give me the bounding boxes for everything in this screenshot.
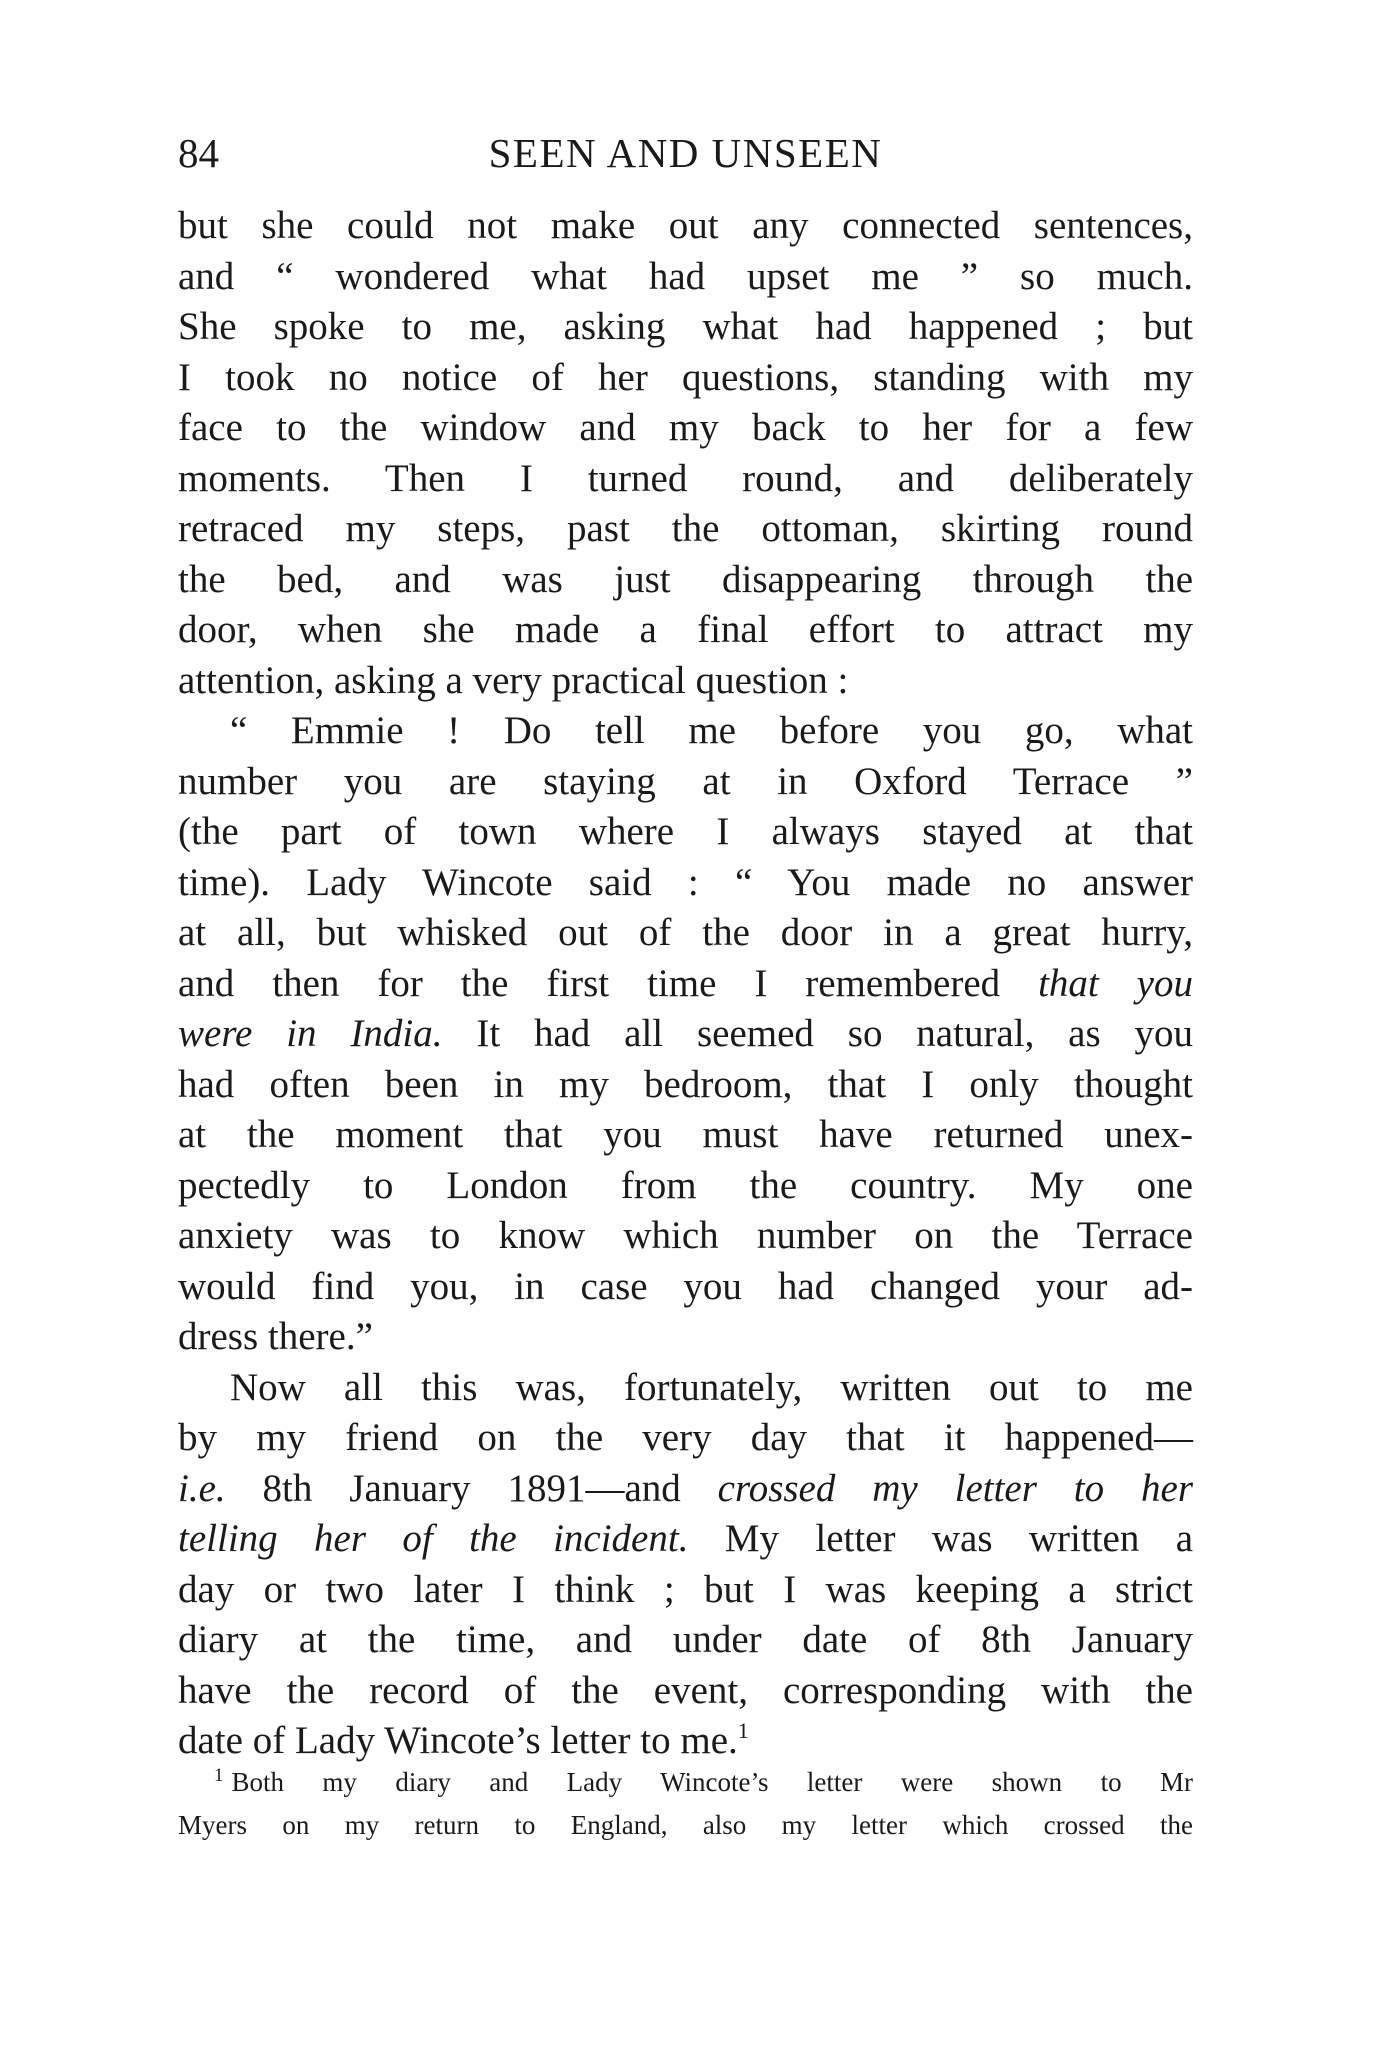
text-line: moments. Then I turned round, and deliberately bbox=[178, 456, 1193, 500]
text-segment: My letter was written a bbox=[724, 1517, 1194, 1560]
italic-phrase: that you bbox=[1038, 961, 1193, 1005]
text-segment: date of Lady Wincote’s letter to me. bbox=[178, 1719, 738, 1762]
text-line bbox=[178, 1514, 1193, 1565]
page-header bbox=[178, 128, 1193, 178]
text-line: by my friend on the very day that it happened— bbox=[178, 1416, 1193, 1459]
text-line: but she could not make out any connected sentences, bbox=[178, 204, 1193, 247]
text-segment: It had all seemed so natural, as you bbox=[476, 1012, 1194, 1055]
running-title: SEEN AND UNSEEN bbox=[488, 130, 883, 176]
text-line bbox=[178, 1716, 1193, 1767]
text-segment: and then for the first time I remembered bbox=[178, 961, 1001, 1005]
italic-phrase: crossed my letter to her bbox=[717, 1466, 1194, 1510]
text-line: attention, asking a very practical question : bbox=[178, 658, 849, 702]
text-line bbox=[178, 1464, 1193, 1515]
footnote-reference: 1 bbox=[737, 1718, 749, 1743]
text-line: anxiety was to know which number on the Terrace bbox=[178, 1214, 1193, 1257]
text-line: had often been in my bedroom, that I only thought bbox=[178, 1062, 1193, 1106]
text-line: pectedly to London from the country. My one bbox=[178, 1163, 1193, 1207]
text-line: the bed, and was just disappearing through the bbox=[178, 557, 1193, 601]
text-line: and “ wondered what had upset me ” so much. bbox=[178, 254, 1193, 298]
text-line bbox=[178, 1009, 1193, 1060]
text-line: door, when she made a final effort to attract my bbox=[178, 608, 1193, 651]
text-line bbox=[178, 959, 1193, 1010]
body-text bbox=[178, 201, 1193, 1767]
text-line: diary at the time, and under date of 8th January bbox=[178, 1618, 1193, 1661]
text-line: I took no notice of her questions, standing with my bbox=[178, 355, 1193, 399]
italic-phrase: i.e. bbox=[178, 1466, 226, 1510]
text-line: time). Lady Wincote said : “ You made no answer bbox=[178, 860, 1193, 904]
text-segment: 8th January 1891—and bbox=[262, 1466, 681, 1510]
text-line: face to the window and my back to her for a few bbox=[178, 406, 1193, 449]
text-line: She spoke to me, asking what had happened ; but bbox=[178, 305, 1193, 348]
footnote-text: Both my diary and Lady Wincote’s letter were shown to Mr bbox=[231, 1767, 1193, 1797]
text-line: (the part of town where I always stayed at that bbox=[178, 810, 1193, 853]
text-line: would find you, in case you had changed your ad- bbox=[178, 1264, 1193, 1308]
italic-phrase: were in India. bbox=[178, 1012, 443, 1055]
text-line: Now all this was, fortunately, written out to me bbox=[230, 1365, 1193, 1409]
text-line: have the record of the event, corresponding with the bbox=[178, 1668, 1193, 1712]
text-line: day or two later I think ; but I was keeping a strict bbox=[178, 1567, 1193, 1611]
text-line: retraced my steps, past the ottoman, skirting round bbox=[178, 507, 1193, 550]
text-line: dress there.” bbox=[178, 1315, 373, 1358]
text-line: at the moment that you must have returned unex- bbox=[178, 1113, 1193, 1156]
italic-phrase: telling her of the incident. bbox=[178, 1517, 689, 1560]
text-line: “ Emmie ! Do tell me before you go, what bbox=[230, 709, 1193, 752]
footnote-line: Myers on my return to England, also my letter which crossed the bbox=[178, 1810, 1193, 1840]
page-number: 84 bbox=[178, 130, 219, 176]
footnote-line bbox=[178, 1761, 1193, 1804]
text-line: at all, but whisked out of the door in a great hurry, bbox=[178, 911, 1193, 954]
footnote bbox=[178, 1761, 1193, 1847]
footnote-marker: 1 bbox=[214, 1765, 224, 1786]
text-line: number you are staying at in Oxford Terrace ” bbox=[178, 759, 1193, 803]
